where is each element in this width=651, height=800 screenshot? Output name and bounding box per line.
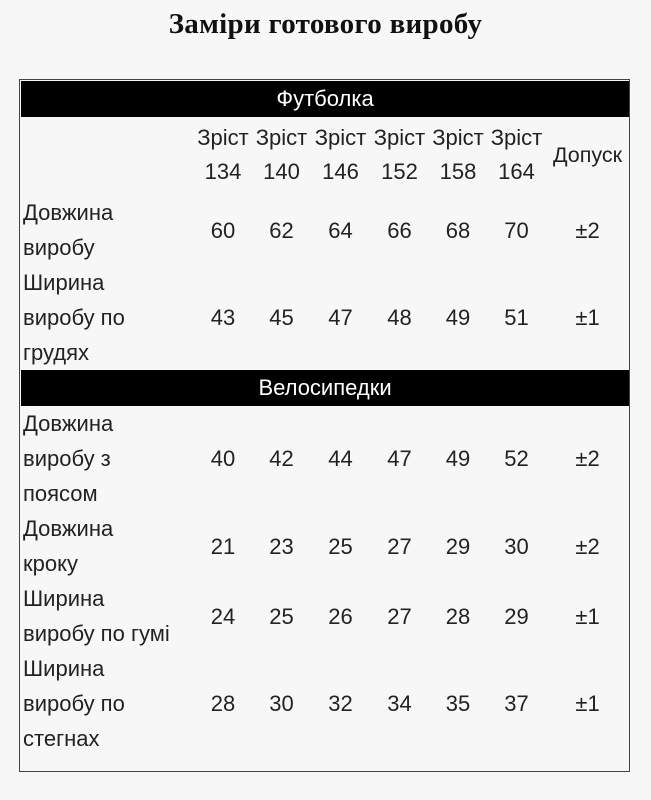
value-cell: 43 <box>210 305 236 330</box>
size-value: 146 <box>322 159 359 184</box>
tolerance-cell: ±1 <box>575 305 600 330</box>
tolerance-cell: ±2 <box>575 533 600 559</box>
table-row <box>21 195 629 265</box>
tolerance-cell: ±2 <box>575 446 600 471</box>
value-cell: 52 <box>504 446 529 471</box>
value-cell: 44 <box>328 446 353 471</box>
row-label: Довжина виробу <box>23 200 114 260</box>
corner-cell <box>21 117 194 195</box>
size-header-152 <box>370 117 429 195</box>
value-cell: 25 <box>328 533 353 559</box>
size-header-row <box>21 117 629 195</box>
table-row <box>21 581 629 651</box>
size-word: Зріст <box>314 125 367 150</box>
value-cell: 49 <box>445 305 471 330</box>
value-cell: 51 <box>504 305 529 330</box>
value-cell: 48 <box>387 305 412 330</box>
value-cell: 66 <box>387 217 412 243</box>
value-cell: 30 <box>504 533 529 559</box>
value-cell: 24 <box>210 603 236 629</box>
section-title: Велосипедки <box>21 370 629 406</box>
value-cell: 62 <box>269 217 294 243</box>
value-cell: 49 <box>445 446 471 471</box>
size-header-146 <box>311 117 370 195</box>
value-cell: 37 <box>504 691 529 716</box>
value-cell: 32 <box>328 691 353 716</box>
table-row <box>21 406 629 511</box>
size-value: 158 <box>439 159 477 184</box>
value-cell: 28 <box>210 691 236 716</box>
tolerance-header: Допуск <box>553 142 623 167</box>
size-word: Зріст <box>432 125 484 150</box>
value-cell: 29 <box>445 533 471 559</box>
value-cell: 27 <box>387 603 412 629</box>
value-cell: 21 <box>210 533 236 559</box>
value-cell: 45 <box>269 305 294 330</box>
value-cell: 28 <box>445 603 471 629</box>
row-label: Ширина виробу по гумі <box>23 586 170 646</box>
size-header-158 <box>429 117 487 195</box>
row-label: Довжина кроку <box>23 516 114 576</box>
value-cell: 40 <box>210 446 236 471</box>
table-row <box>21 265 629 370</box>
size-word: Зріст <box>255 125 308 150</box>
value-cell: 34 <box>387 691 412 716</box>
size-word: Зріст <box>197 125 249 150</box>
size-header-134 <box>194 117 252 195</box>
size-word: Зріст <box>373 125 426 150</box>
value-cell: 47 <box>328 305 353 330</box>
value-cell: 35 <box>445 691 471 716</box>
size-word: Зріст <box>490 125 543 150</box>
size-value: 140 <box>263 159 300 184</box>
section-header-tshirt <box>21 81 629 117</box>
table-row <box>21 511 629 581</box>
measurements-table <box>21 81 629 756</box>
page-title: Заміри готового виробу <box>168 8 483 40</box>
value-cell: 26 <box>328 603 353 629</box>
tolerance-cell: ±1 <box>575 691 600 716</box>
size-value: 164 <box>498 159 535 184</box>
table-row <box>21 651 629 756</box>
value-cell: 23 <box>269 533 294 559</box>
value-cell: 25 <box>269 603 294 629</box>
size-header-164 <box>487 117 546 195</box>
value-cell: 68 <box>445 217 471 243</box>
value-cell: 29 <box>504 603 529 629</box>
row-label: Довжина виробу з поясом <box>23 411 114 506</box>
value-cell: 60 <box>210 217 236 243</box>
value-cell: 42 <box>269 446 294 471</box>
value-cell: 47 <box>387 446 412 471</box>
row-label: Ширина виробу по грудях <box>23 270 125 365</box>
value-cell: 64 <box>328 217 353 243</box>
section-header-cycling-shorts <box>21 370 629 406</box>
tolerance-cell: ±1 <box>575 603 600 629</box>
tolerance-cell: ±2 <box>575 217 600 243</box>
value-cell: 30 <box>269 691 294 716</box>
size-value: 134 <box>204 159 242 184</box>
size-header-140 <box>252 117 311 195</box>
row-label: Ширина виробу по стегнах <box>23 656 125 751</box>
value-cell: 27 <box>387 533 412 559</box>
size-value: 152 <box>381 159 418 184</box>
value-cell: 70 <box>504 217 529 243</box>
section-title: Футболка <box>21 81 629 117</box>
